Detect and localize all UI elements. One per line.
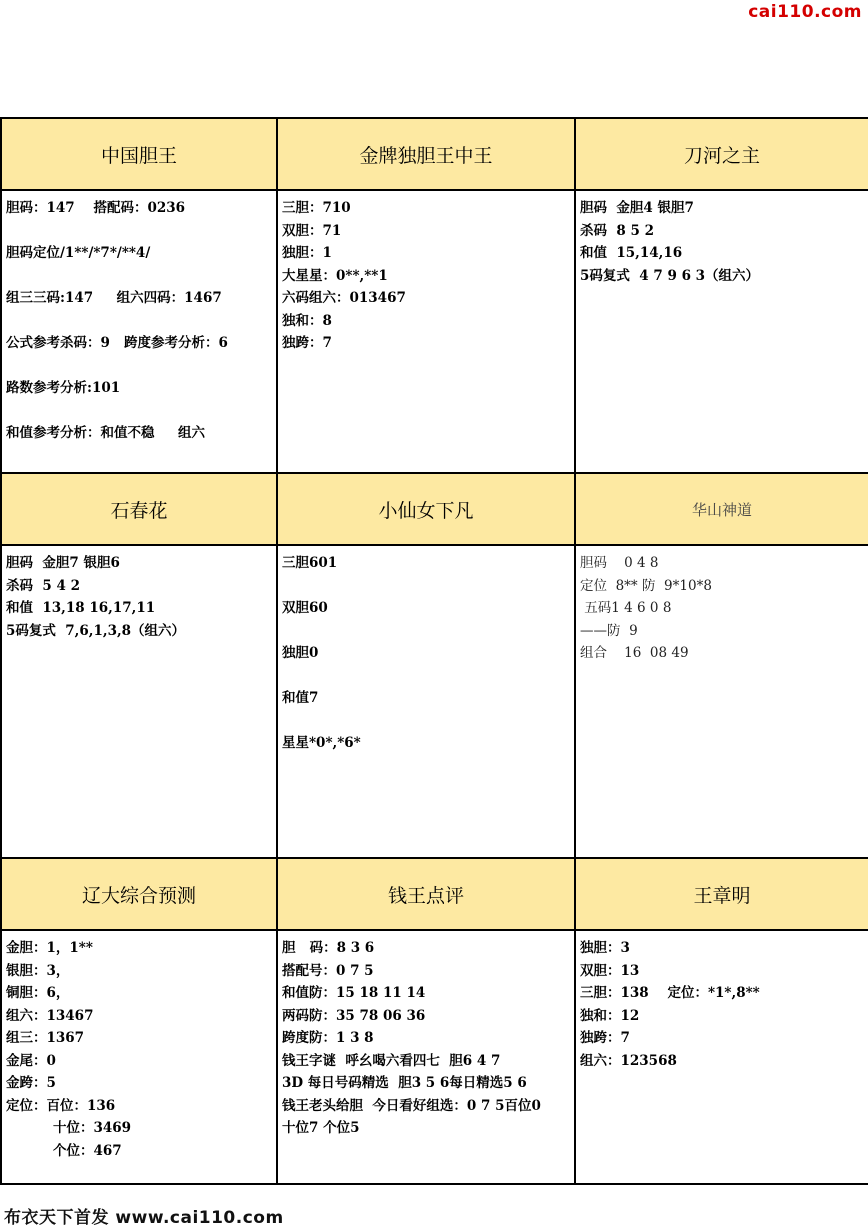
- prediction-line: 杀码 5 4 2: [6, 577, 80, 594]
- prediction-line: 钱王字谜 呼幺喝六看四七 胆6 4 7: [282, 1052, 501, 1069]
- prediction-line: 和值 13,18 16,17,11: [6, 600, 156, 616]
- prediction-line: [282, 575, 570, 598]
- prediction-line: 3D 每日号码精选 胆3 5 6每日精选5 6: [282, 1075, 527, 1091]
- section-title: 辽大综合预测: [1, 858, 277, 930]
- prediction-line: 三胆601: [282, 555, 338, 571]
- section-body: [277, 190, 575, 473]
- prediction-line: 5码复式 4 7 9 6 3（组六）: [580, 267, 760, 284]
- prediction-line: 铜胆：6，: [6, 985, 70, 1001]
- prediction-line: 跨度防：1 3 8: [282, 1030, 374, 1046]
- section-body: [1, 930, 277, 1184]
- section-title: 刀河之主: [575, 118, 868, 190]
- prediction-line: 独和：12: [580, 1007, 640, 1024]
- prediction-line: [6, 310, 272, 333]
- section-body: [277, 930, 575, 1184]
- prediction-line: 和值防：15 18 11 14: [282, 985, 426, 1001]
- prediction-line: 钱王老头给胆 今日看好组选：0 7 5百位0: [282, 1097, 541, 1114]
- site-logo[interactable]: cai110.com: [748, 2, 862, 22]
- prediction-line: 金尾：0: [6, 1052, 56, 1069]
- prediction-line: [6, 265, 272, 288]
- prediction-line: 组合 16 08 49: [580, 645, 689, 661]
- content-row: [1, 545, 868, 858]
- prediction-table: [0, 117, 868, 1185]
- prediction-line: 组三：1367: [6, 1030, 85, 1046]
- prediction-line: 胆码 金胆4 银胆7: [580, 200, 694, 216]
- prediction-line: 胆 码：8 3 6: [282, 940, 375, 956]
- content-row: [1, 190, 868, 473]
- prediction-line: 双胆：13: [580, 962, 640, 979]
- prediction-line: [6, 355, 272, 378]
- prediction-line: 五码1 4 6 0 8: [580, 600, 672, 616]
- prediction-line: 独和：8: [282, 312, 332, 329]
- section-body: [575, 545, 868, 858]
- prediction-line: 独跨：7: [580, 1030, 630, 1046]
- prediction-line: 胆码：147 搭配码：0236: [6, 200, 186, 216]
- prediction-line: 和值参考分析：和值不稳 组六: [6, 425, 205, 441]
- section-body: [1, 545, 277, 858]
- prediction-line: 杀码 8 5 2: [580, 222, 654, 239]
- section-title: 金牌独胆王中王: [277, 118, 575, 190]
- header-row: [1, 858, 868, 930]
- prediction-line: 独胆0: [282, 645, 319, 661]
- prediction-line: 十位7 个位5: [282, 1120, 360, 1136]
- prediction-line: 两码防：35 78 06 36: [282, 1007, 426, 1024]
- footer-watermark: 布衣天下首发 www.cai110.com: [4, 1203, 290, 1228]
- prediction-line: 公式参考杀码：9 跨度参考分析：6: [6, 335, 228, 351]
- prediction-line: [282, 710, 570, 733]
- section-body: [277, 545, 575, 858]
- prediction-line: 和值 15,14,16: [580, 245, 683, 261]
- prediction-line: 双胆60: [282, 600, 328, 616]
- section-body: [575, 930, 868, 1184]
- prediction-line: 组三三码:147 组六四码：1467: [6, 290, 222, 306]
- prediction-line: 定位 8** 防 9*10*8: [580, 577, 712, 594]
- section-body: [1, 190, 277, 473]
- section-title: 石春花: [1, 473, 277, 545]
- section-title: 小仙女下凡: [277, 473, 575, 545]
- prediction-line: 定位：百位：136: [6, 1097, 116, 1114]
- section-body: [575, 190, 868, 473]
- prediction-line: 独胆：1: [282, 245, 332, 261]
- prediction-line: 十位：3469: [6, 1120, 132, 1136]
- prediction-line: 搭配号：0 7 5: [282, 962, 374, 979]
- prediction-line: [6, 400, 272, 423]
- section-title: 中国胆王: [1, 118, 277, 190]
- prediction-line: [282, 665, 570, 688]
- header-row: [1, 473, 868, 545]
- prediction-line: 三胆：710: [282, 200, 351, 216]
- prediction-line: 银胆：3，: [6, 962, 70, 979]
- prediction-line: 组六：123568: [580, 1052, 677, 1069]
- prediction-line: 双胆：71: [282, 222, 342, 239]
- prediction-line: ——防 9: [580, 622, 638, 639]
- prediction-line: 金跨：5: [6, 1075, 56, 1091]
- prediction-line: 胆码 金胆7 银胆6: [6, 555, 120, 571]
- prediction-line: 5码复式 7,6,1,3,8（组六）: [6, 622, 186, 639]
- prediction-line: [282, 620, 570, 643]
- prediction-line: 星星*0*,*6*: [282, 735, 361, 751]
- prediction-line: 独胆：3: [580, 940, 630, 956]
- header-row: [1, 118, 868, 190]
- prediction-line: 六码组六：013467: [282, 290, 406, 306]
- prediction-line: 胆码定位/1**/*7*/**4/: [6, 245, 151, 261]
- prediction-line: 组六：13467: [6, 1007, 94, 1024]
- prediction-line: 大星星：0**,**1: [282, 267, 388, 284]
- content-row: [1, 930, 868, 1184]
- prediction-line: 独跨：7: [282, 335, 332, 351]
- section-title: 王章明: [575, 858, 868, 930]
- prediction-line: 三胆：138 定位：*1*,8**: [580, 985, 760, 1001]
- prediction-line: 和值7: [282, 690, 319, 706]
- section-title: 钱王点评: [277, 858, 575, 930]
- prediction-line: [6, 220, 272, 243]
- section-title: 华山神道: [575, 473, 868, 545]
- prediction-line: 个位：467: [6, 1142, 122, 1159]
- prediction-line: 金胆：1，1**: [6, 940, 93, 956]
- prediction-line: 路数参考分析:101: [6, 380, 121, 396]
- prediction-line: 胆码 0 4 8: [580, 555, 659, 571]
